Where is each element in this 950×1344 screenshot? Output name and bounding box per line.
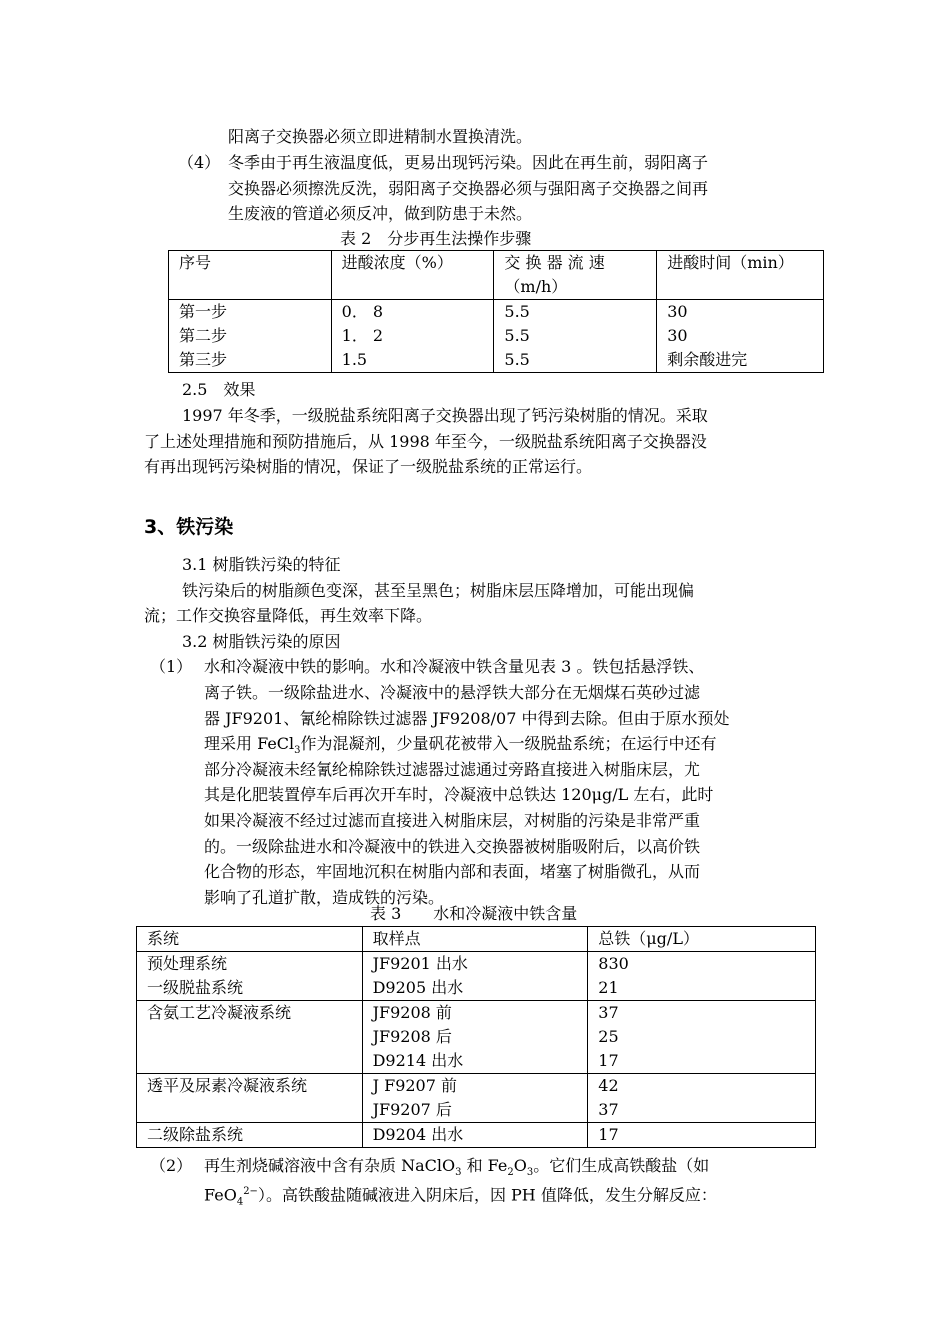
table-cell: 5.5 xyxy=(504,326,530,345)
header-cell: 总铁（μg/L） xyxy=(588,927,816,952)
item1-line: 部分冷凝液未经氰纶棉除铁过滤器过滤通过旁路直接进入树脂床层，尤 xyxy=(204,760,701,779)
table-cell: D9204 出水 xyxy=(372,1125,464,1144)
subscript: 3 xyxy=(526,1167,534,1179)
table-row xyxy=(137,1123,816,1148)
text-run: ）。高铁酸盐随碱液进入阴床后，因 PH 值降低，发生分解反应： xyxy=(257,1185,717,1205)
table-cell: JF9201 出水 xyxy=(372,954,468,973)
superscript: 2− xyxy=(243,1186,258,1197)
header-cell: 系统 xyxy=(137,927,363,952)
item-number: （1） xyxy=(150,657,193,676)
item-number: （2） xyxy=(150,1156,193,1175)
table-cell: D9205 出水 xyxy=(372,978,464,997)
section-heading: 3、铁污染 xyxy=(144,516,234,538)
table-cell: 0． 8 xyxy=(341,302,384,321)
table-cell: 21 xyxy=(598,978,619,997)
table-cell: 透平及尿素冷凝液系统 xyxy=(147,1076,308,1095)
subscript: 3 xyxy=(294,745,301,757)
paragraph-line: 铁污染后的树脂颜色变深，甚至呈黑色；树脂床层压降增加，可能出现偏 xyxy=(182,581,695,600)
table-cell: 5.5 xyxy=(504,350,530,369)
point-cell xyxy=(362,1001,588,1074)
table-cell: 1． 2 xyxy=(341,326,384,345)
table3 xyxy=(136,926,816,1148)
table-row xyxy=(137,1074,816,1123)
table-cell: D9214 出水 xyxy=(372,1051,464,1070)
item2-line xyxy=(204,1181,717,1214)
table-cell: 二级除盐系统 xyxy=(147,1125,244,1144)
subsection-title: 3.2 树脂铁污染的原因 xyxy=(182,632,341,651)
item1-line: 器 JF9201、氰纶棉除铁过滤器 JF9208/07 中得到去除。但由于原水预处 xyxy=(204,709,730,728)
value-cell xyxy=(588,1001,816,1074)
text-run: 作为混凝剂，少量矾花被带入一级脱盐系统；在运行中还有 xyxy=(300,734,717,753)
table-cell: 17 xyxy=(598,1051,619,1070)
table2-header-row xyxy=(169,251,824,300)
item4-line: 交换器必须擦洗反洗，弱阳离子交换器必须与强阳离子交换器之间再 xyxy=(228,179,709,198)
table-cell: 第一步 xyxy=(179,302,228,321)
item1-line: 离子铁。一级除盐进水、冷凝液中的悬浮铁大部分在无烟煤石英砂过滤 xyxy=(204,683,701,702)
table-cell: 5.5 xyxy=(504,302,530,321)
table-cell: 30 xyxy=(667,326,688,345)
text-run: 。它们生成高铁酸盐（如 xyxy=(533,1156,710,1175)
point-cell xyxy=(362,1123,588,1148)
table-cell: 含氨工艺冷凝液系统 xyxy=(147,1003,292,1022)
item1-line: 的。一级除盐进水和冷凝液中的铁进入交换器被树脂吸附后，以高价铁 xyxy=(204,837,701,856)
table-cell: 42 xyxy=(598,1076,619,1095)
header-cell: 进酸时间（min） xyxy=(657,251,824,300)
item2-line xyxy=(204,1155,709,1184)
table-cell: 预处理系统 xyxy=(147,954,228,973)
step-cell xyxy=(169,300,332,373)
point-cell xyxy=(362,952,588,1001)
value-cell xyxy=(588,1074,816,1123)
header-cell-line: （m/h） xyxy=(504,277,568,296)
table-cell: 1.5 xyxy=(341,350,368,369)
item4-line: 冬季由于再生液温度低，更易出现钙污染。因此在再生前，弱阳离子 xyxy=(228,153,709,172)
header-cell: 取样点 xyxy=(362,927,588,952)
text-run: 和 Fe xyxy=(461,1156,508,1175)
paragraph-line: 了上述处理措施和预防措施后，从 1998 年至今，一级脱盐系统阳离子交换器没 xyxy=(144,432,707,451)
intro-line: 阳离子交换器必须立即进精制水置换清洗。 xyxy=(228,127,533,146)
item1-line: 水和冷凝液中铁的影响。水和冷凝液中铁含量见表 3 。铁包括悬浮铁、 xyxy=(204,657,705,676)
flow-cell xyxy=(494,300,657,373)
header-cell xyxy=(494,251,657,300)
table-cell: JF9208 前 xyxy=(372,1003,452,1022)
table-cell: 25 xyxy=(598,1027,619,1046)
table-cell: 剩余酸进完 xyxy=(667,350,748,369)
table-cell: 30 xyxy=(667,302,688,321)
table-cell: 830 xyxy=(598,954,629,973)
header-cell: 进酸浓度（%） xyxy=(331,251,494,300)
text-run: FeO xyxy=(204,1185,237,1205)
subscript: 3 xyxy=(455,1167,462,1179)
paragraph-line: 有再出现钙污染树脂的情况，保证了一级脱盐系统的正常运行。 xyxy=(144,457,593,476)
system-cell xyxy=(137,1001,363,1074)
item1-line: 影响了孔道扩散，造成铁的污染。 xyxy=(204,888,445,907)
time-cell xyxy=(657,300,824,373)
table2-body-row xyxy=(169,300,824,373)
table-cell: JF9207 后 xyxy=(372,1100,452,1119)
item1-line: 如果冷凝液不经过过滤而直接进入树脂床层，对树脂的污染是非常严重 xyxy=(204,811,701,830)
item-number: （4） xyxy=(178,153,221,172)
system-cell xyxy=(137,1074,363,1123)
table-cell: 第二步 xyxy=(179,326,228,345)
paragraph-line: 流；工作交换容量降低，再生效率下降。 xyxy=(144,606,433,625)
header-cell: 序号 xyxy=(169,251,332,300)
table-cell: 37 xyxy=(598,1100,619,1119)
header-cell-line: 交 换 器 流 速 xyxy=(504,253,605,272)
table-cell: JF9208 后 xyxy=(372,1027,452,1046)
table-row xyxy=(137,952,816,1001)
section-title: 2.5 效果 xyxy=(182,380,256,399)
table-cell: J F9207 前 xyxy=(372,1076,458,1095)
system-cell xyxy=(137,1123,363,1148)
table-row xyxy=(137,1001,816,1074)
item1-line: 化合物的形态，牢固地沉积在树脂内部和表面，堵塞了树脂微孔，从而 xyxy=(204,862,701,881)
text-run: 再生剂烧碱溶液中含有杂质 NaClO xyxy=(204,1156,456,1175)
system-cell xyxy=(137,952,363,1001)
value-cell xyxy=(588,952,816,1001)
item4-line: 生废液的管道必须反冲，做到防患于未然。 xyxy=(228,204,533,223)
value-cell xyxy=(588,1123,816,1148)
table3-header-row xyxy=(137,927,816,952)
subscript: 4 xyxy=(236,1196,244,1208)
subscript: 2 xyxy=(507,1167,514,1179)
paragraph-line: 1997 年冬季，一级脱盐系统阳离子交换器出现了钙污染树脂的情况。采取 xyxy=(182,406,708,425)
item1-line: 其是化肥装置停车后再次开车时，冷凝液中总铁达 120μg/L 左右，此时 xyxy=(204,785,714,804)
table-cell: 一级脱盐系统 xyxy=(147,978,244,997)
concentration-cell xyxy=(331,300,494,373)
text-run: O xyxy=(513,1156,527,1175)
point-cell xyxy=(362,1074,588,1123)
table2-caption: 表 2 分步再生法操作步骤 xyxy=(340,229,532,248)
table2 xyxy=(168,250,824,373)
table-cell: 第三步 xyxy=(179,350,228,369)
table-cell: 17 xyxy=(598,1125,619,1144)
table-cell: 37 xyxy=(598,1003,619,1022)
subsection-title: 3.1 树脂铁污染的特征 xyxy=(182,555,341,574)
text-run: 理采用 FeCl xyxy=(204,734,295,753)
table3-caption: 表 3 水和冷凝液中铁含量 xyxy=(370,904,578,923)
item1-line xyxy=(204,733,717,762)
